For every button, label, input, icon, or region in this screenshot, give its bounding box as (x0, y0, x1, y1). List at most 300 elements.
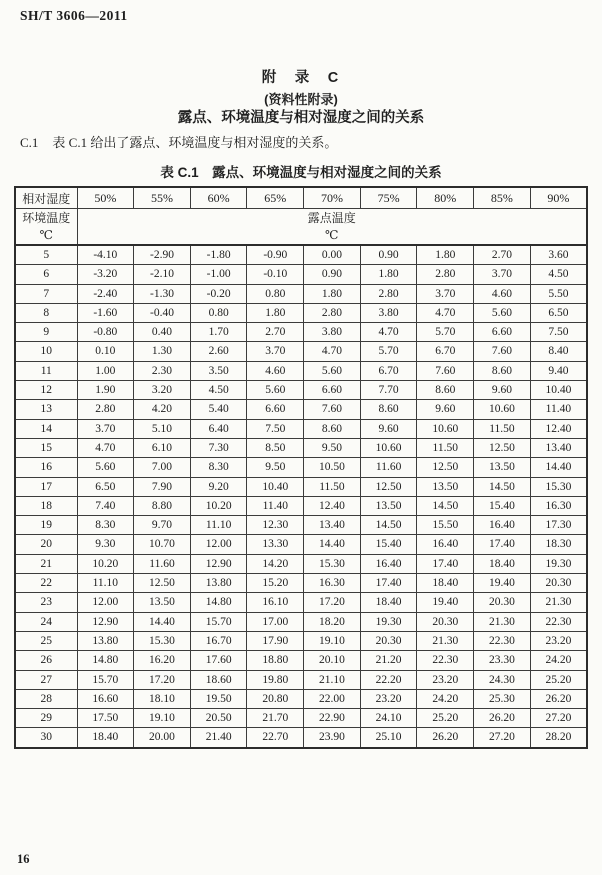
dewpoint-value-cell: 25.20 (530, 670, 587, 689)
humidity-col-header: 55% (134, 187, 191, 209)
dewpoint-value-cell: 20.30 (417, 612, 474, 631)
dewpoint-value-cell: 16.10 (247, 593, 304, 612)
dewpoint-value-cell: 2.30 (134, 361, 191, 380)
dewpoint-value-cell: 18.40 (360, 593, 417, 612)
dewpoint-value-cell: 26.20 (530, 689, 587, 708)
table-header-row-dewpoint (15, 209, 587, 246)
ambient-temp-label-cell (15, 209, 77, 246)
table-row (15, 419, 587, 438)
dewpoint-value-cell: 15.70 (77, 670, 134, 689)
dewpoint-value-cell: 1.80 (360, 265, 417, 284)
dewpoint-value-cell: 17.20 (304, 593, 361, 612)
dewpoint-value-cell: 6.10 (134, 438, 191, 457)
dewpoint-value-cell: 3.80 (304, 323, 361, 342)
dewpoint-value-cell: 13.40 (304, 516, 361, 535)
humidity-col-header: 50% (77, 187, 134, 209)
dewpoint-value-cell: 23.20 (530, 631, 587, 650)
dewpoint-value-cell: 4.70 (417, 303, 474, 322)
table-row (15, 535, 587, 554)
dewpoint-value-cell: 25.20 (417, 709, 474, 728)
ambient-temp-cell: 24 (15, 612, 77, 631)
table-head (15, 187, 587, 245)
table-header-row-humidity (15, 187, 587, 209)
dewpoint-value-cell: 20.30 (474, 593, 531, 612)
table-row (15, 438, 587, 457)
table-row (15, 689, 587, 708)
dewpoint-value-cell: 13.50 (474, 458, 531, 477)
dewpoint-value-cell: 19.80 (247, 670, 304, 689)
dewpoint-value-cell: 0.80 (247, 284, 304, 303)
dewpoint-value-cell: 13.80 (190, 574, 247, 593)
table-body (15, 245, 587, 748)
dewpoint-value-cell: 16.60 (77, 689, 134, 708)
dewpoint-value-cell: 14.80 (190, 593, 247, 612)
dewpoint-value-cell: 18.80 (247, 651, 304, 670)
ambient-temp-cell: 28 (15, 689, 77, 708)
ambient-temp-cell: 30 (15, 728, 77, 748)
dewpoint-value-cell: 12.00 (77, 593, 134, 612)
dewpoint-value-cell: 14.40 (134, 612, 191, 631)
dewpoint-value-cell: 15.30 (530, 477, 587, 496)
ambient-temp-cell: 13 (15, 400, 77, 419)
dewpoint-value-cell: 15.70 (190, 612, 247, 631)
dewpoint-value-cell: 9.70 (134, 516, 191, 535)
dewpoint-value-cell: 19.10 (134, 709, 191, 728)
dewpoint-value-cell: 20.30 (530, 574, 587, 593)
dewpoint-value-cell: 21.70 (247, 709, 304, 728)
dewpoint-unit: ℃ (325, 227, 339, 242)
dewpoint-value-cell: 13.40 (530, 438, 587, 457)
dewpoint-value-cell: 4.70 (77, 438, 134, 457)
dewpoint-value-cell: 6.50 (530, 303, 587, 322)
dewpoint-value-cell: 27.20 (530, 709, 587, 728)
document-code: SH/T 3606—2011 (20, 8, 128, 23)
dewpoint-value-cell: 9.60 (360, 419, 417, 438)
dewpoint-value-cell: 18.60 (190, 670, 247, 689)
dewpoint-value-cell: 11.10 (190, 516, 247, 535)
humidity-label-cell: 相对湿度 (15, 187, 77, 209)
dewpoint-value-cell: 18.10 (134, 689, 191, 708)
dewpoint-value-cell: 13.50 (360, 496, 417, 515)
dewpoint-value-cell: 20.80 (247, 689, 304, 708)
dewpoint-value-cell: 17.00 (247, 612, 304, 631)
dewpoint-value-cell: 19.40 (417, 593, 474, 612)
dewpoint-value-cell: 10.50 (304, 458, 361, 477)
dewpoint-value-cell: -2.10 (134, 265, 191, 284)
dewpoint-value-cell: 18.40 (417, 574, 474, 593)
dewpoint-value-cell: 22.30 (474, 631, 531, 650)
dewpoint-value-cell: 12.50 (134, 574, 191, 593)
table-row (15, 245, 587, 265)
humidity-col-header: 70% (304, 187, 361, 209)
humidity-col-header: 85% (474, 187, 531, 209)
dewpoint-value-cell: 15.40 (474, 496, 531, 515)
dewpoint-value-cell: 17.90 (247, 631, 304, 650)
dewpoint-value-cell: -2.40 (77, 284, 134, 303)
table-row (15, 381, 587, 400)
dewpoint-value-cell: 15.30 (304, 554, 361, 573)
humidity-col-header: 60% (190, 187, 247, 209)
dewpoint-value-cell: 21.30 (417, 631, 474, 650)
dewpoint-value-cell: 2.80 (417, 265, 474, 284)
dewpoint-value-cell: 10.40 (247, 477, 304, 496)
dewpoint-value-cell: 12.90 (190, 554, 247, 573)
dewpoint-value-cell: 28.20 (530, 728, 587, 748)
dewpoint-value-cell: 6.70 (417, 342, 474, 361)
dewpoint-value-cell: 6.70 (360, 361, 417, 380)
humidity-col-header: 75% (360, 187, 417, 209)
dewpoint-value-cell: 12.40 (304, 496, 361, 515)
dewpoint-value-cell: 5.60 (77, 458, 134, 477)
dewpoint-value-cell: 21.30 (474, 612, 531, 631)
dewpoint-value-cell: 11.50 (417, 438, 474, 457)
dewpoint-value-cell: 25.10 (360, 728, 417, 748)
dewpoint-value-cell: 7.50 (247, 419, 304, 438)
dewpoint-value-cell: 9.60 (474, 381, 531, 400)
dewpoint-value-cell: 19.30 (360, 612, 417, 631)
clause-text: 表 C.1 给出了露点、环境温度与相对湿度的关系。 (52, 135, 338, 150)
dewpoint-value-cell: 5.60 (304, 361, 361, 380)
ambient-temp-cell: 14 (15, 419, 77, 438)
dewpoint-value-cell: 17.50 (77, 709, 134, 728)
dewpoint-value-cell: 18.40 (77, 728, 134, 748)
dewpoint-value-cell: 2.70 (247, 323, 304, 342)
dewpoint-value-cell: 14.50 (474, 477, 531, 496)
dewpoint-value-cell: 8.40 (530, 342, 587, 361)
dewpoint-value-cell: 5.60 (474, 303, 531, 322)
dewpoint-value-cell: 11.40 (247, 496, 304, 515)
dewpoint-value-cell: 24.10 (360, 709, 417, 728)
dewpoint-value-cell: 2.60 (190, 342, 247, 361)
dewpoint-value-cell: 6.60 (304, 381, 361, 400)
dewpoint-value-cell: 19.30 (530, 554, 587, 573)
table-row (15, 342, 587, 361)
dewpoint-value-cell: 4.50 (530, 265, 587, 284)
dewpoint-value-cell: 3.50 (190, 361, 247, 380)
dewpoint-value-cell: 7.00 (134, 458, 191, 477)
table-row (15, 284, 587, 303)
table-row (15, 670, 587, 689)
dewpoint-value-cell: 0.80 (190, 303, 247, 322)
dewpoint-value-cell: 2.80 (304, 303, 361, 322)
dewpoint-value-cell: 22.00 (304, 689, 361, 708)
page-number: 16 (17, 852, 30, 866)
dewpoint-value-cell: 7.50 (530, 323, 587, 342)
dewpoint-value-cell: 21.30 (530, 593, 587, 612)
dewpoint-value-cell: 6.60 (474, 323, 531, 342)
dewpoint-value-cell: 0.00 (304, 245, 361, 265)
dewpoint-value-cell: 18.30 (530, 535, 587, 554)
ambient-temp-cell: 15 (15, 438, 77, 457)
dewpoint-value-cell: 8.50 (247, 438, 304, 457)
dewpoint-value-cell: 10.70 (134, 535, 191, 554)
dewpoint-value-cell: 4.20 (134, 400, 191, 419)
dewpoint-value-cell: 12.90 (77, 612, 134, 631)
dewpoint-value-cell: 8.60 (304, 419, 361, 438)
dewpoint-value-cell: 22.20 (360, 670, 417, 689)
dewpoint-value-cell: 10.60 (474, 400, 531, 419)
ambient-temp-cell: 8 (15, 303, 77, 322)
ambient-temp-cell: 25 (15, 631, 77, 650)
dewpoint-value-cell: 17.40 (360, 574, 417, 593)
dewpoint-value-cell: 9.50 (247, 458, 304, 477)
dewpoint-value-cell: 16.40 (417, 535, 474, 554)
dewpoint-value-cell: 8.60 (360, 400, 417, 419)
dewpoint-value-cell: 14.50 (360, 516, 417, 535)
table-row (15, 361, 587, 380)
dewpoint-value-cell: 3.70 (417, 284, 474, 303)
dewpoint-value-cell: 3.70 (474, 265, 531, 284)
dewpoint-value-cell: 6.50 (77, 477, 134, 496)
dewpoint-value-cell: 21.20 (360, 651, 417, 670)
dewpoint-value-cell: 11.40 (530, 400, 587, 419)
table-row (15, 477, 587, 496)
dewpoint-value-cell: 23.90 (304, 728, 361, 748)
dewpoint-value-cell: 13.50 (417, 477, 474, 496)
dewpoint-value-cell: 16.20 (134, 651, 191, 670)
dewpoint-value-cell: 9.20 (190, 477, 247, 496)
dewpoint-value-cell: 12.30 (247, 516, 304, 535)
table-row (15, 593, 587, 612)
humidity-col-header: 80% (417, 187, 474, 209)
ambient-temp-cell: 10 (15, 342, 77, 361)
dewpoint-value-cell: 14.20 (247, 554, 304, 573)
dewpoint-value-cell: 21.10 (304, 670, 361, 689)
table-row (15, 265, 587, 284)
appendix-title: 附 录 C (261, 70, 341, 86)
table-row (15, 709, 587, 728)
ambient-temp-cell: 21 (15, 554, 77, 573)
dewpoint-value-cell: -1.60 (77, 303, 134, 322)
dewpoint-value-cell: 13.80 (77, 631, 134, 650)
table-row (15, 516, 587, 535)
dewpoint-value-cell: 20.00 (134, 728, 191, 748)
dewpoint-value-cell: 17.40 (474, 535, 531, 554)
dewpoint-value-cell: 1.30 (134, 342, 191, 361)
dewpoint-value-cell: 7.70 (360, 381, 417, 400)
dewpoint-value-cell: 0.10 (77, 342, 134, 361)
dewpoint-value-cell: 22.70 (247, 728, 304, 748)
dewpoint-value-cell: 23.30 (474, 651, 531, 670)
dewpoint-value-cell: 6.60 (247, 400, 304, 419)
dewpoint-value-cell: 5.50 (530, 284, 587, 303)
dewpoint-value-cell: 9.60 (417, 400, 474, 419)
dewpoint-value-cell: 14.40 (530, 458, 587, 477)
dewpoint-value-cell: 17.30 (530, 516, 587, 535)
dewpoint-value-cell: 22.90 (304, 709, 361, 728)
dewpoint-value-cell: 15.40 (360, 535, 417, 554)
dewpoint-value-cell: 17.20 (134, 670, 191, 689)
dewpoint-value-cell: 18.40 (474, 554, 531, 573)
dewpoint-value-cell: 7.30 (190, 438, 247, 457)
table-row (15, 458, 587, 477)
dewpoint-value-cell: 19.40 (474, 574, 531, 593)
ambient-temp-cell: 22 (15, 574, 77, 593)
ambient-temp-cell: 18 (15, 496, 77, 515)
humidity-col-header: 65% (247, 187, 304, 209)
dewpoint-value-cell: 4.50 (190, 381, 247, 400)
table-row (15, 303, 587, 322)
dewpoint-value-cell: 23.20 (360, 689, 417, 708)
dewpoint-value-cell: 17.60 (190, 651, 247, 670)
dewpoint-value-cell: 7.60 (304, 400, 361, 419)
dewpoint-value-cell: 7.90 (134, 477, 191, 496)
dewpoint-value-cell: 10.60 (360, 438, 417, 457)
dewpoint-value-cell: -2.90 (134, 245, 191, 265)
dewpoint-value-cell: 12.50 (417, 458, 474, 477)
dewpoint-value-cell: -1.00 (190, 265, 247, 284)
table-row (15, 496, 587, 515)
table-row (15, 574, 587, 593)
dewpoint-value-cell: -0.80 (77, 323, 134, 342)
dewpoint-value-cell: 1.90 (77, 381, 134, 400)
dewpoint-value-cell: 19.10 (304, 631, 361, 650)
ambient-temp-cell: 23 (15, 593, 77, 612)
dewpoint-value-cell: 15.20 (247, 574, 304, 593)
dewpoint-value-cell: 19.50 (190, 689, 247, 708)
dewpoint-value-cell: 15.50 (417, 516, 474, 535)
ambient-temp-cell: 29 (15, 709, 77, 728)
dewpoint-value-cell: 11.50 (474, 419, 531, 438)
dewpoint-value-cell: -1.80 (190, 245, 247, 265)
dewpoint-value-cell: 20.30 (360, 631, 417, 650)
ambient-temp-cell: 7 (15, 284, 77, 303)
dewpoint-value-cell: -3.20 (77, 265, 134, 284)
dewpoint-value-cell: 18.20 (304, 612, 361, 631)
dewpoint-value-cell: 0.90 (304, 265, 361, 284)
dewpoint-value-cell: 9.40 (530, 361, 587, 380)
dewpoint-value-cell: -0.90 (247, 245, 304, 265)
dewpoint-value-cell: -0.10 (247, 265, 304, 284)
dewpoint-value-cell: 5.60 (247, 381, 304, 400)
dewpoint-value-cell: 27.20 (474, 728, 531, 748)
dewpoint-value-cell: 1.80 (247, 303, 304, 322)
dewpoint-table (14, 186, 588, 749)
dewpoint-value-cell: 22.30 (417, 651, 474, 670)
ambient-temp-cell: 20 (15, 535, 77, 554)
dewpoint-value-cell: 5.10 (134, 419, 191, 438)
ambient-temp-cell: 12 (15, 381, 77, 400)
dewpoint-value-cell: 13.30 (247, 535, 304, 554)
dewpoint-value-cell: 15.30 (134, 631, 191, 650)
dewpoint-value-cell: 0.90 (360, 245, 417, 265)
ambient-temp-cell: 5 (15, 245, 77, 265)
table-row (15, 612, 587, 631)
dewpoint-value-cell: 5.40 (190, 400, 247, 419)
dewpoint-value-cell: 3.80 (360, 303, 417, 322)
dewpoint-value-cell: -0.40 (134, 303, 191, 322)
dewpoint-value-cell: 12.40 (530, 419, 587, 438)
dewpoint-value-cell: 7.60 (474, 342, 531, 361)
dewpoint-value-cell: 0.40 (134, 323, 191, 342)
dewpoint-value-cell: -0.20 (190, 284, 247, 303)
dewpoint-value-cell: 11.50 (304, 477, 361, 496)
dewpoint-value-cell: 3.70 (247, 342, 304, 361)
dewpoint-value-cell: 3.70 (77, 419, 134, 438)
table-row (15, 728, 587, 748)
ambient-temp-cell: 9 (15, 323, 77, 342)
dewpoint-value-cell: 23.20 (417, 670, 474, 689)
dewpoint-value-cell: 16.70 (190, 631, 247, 650)
dewpoint-value-cell: 24.20 (417, 689, 474, 708)
dewpoint-value-cell: 5.70 (360, 342, 417, 361)
dewpoint-value-cell: 3.20 (134, 381, 191, 400)
dewpoint-value-cell: 1.00 (77, 361, 134, 380)
dewpoint-value-cell: 11.60 (134, 554, 191, 573)
dewpoint-value-cell: 8.30 (77, 516, 134, 535)
dewpoint-value-cell: 8.80 (134, 496, 191, 515)
clause-c1 (20, 132, 582, 151)
appendix-subtitle: (资料性附录) (264, 92, 338, 107)
dewpoint-value-cell: 24.20 (530, 651, 587, 670)
dewpoint-value-cell: 10.20 (77, 554, 134, 573)
dewpoint-value-cell: 4.70 (360, 323, 417, 342)
ambient-temp-unit: ℃ (39, 227, 53, 242)
dewpoint-value-cell: 10.20 (190, 496, 247, 515)
dewpoint-value-cell: 9.50 (304, 438, 361, 457)
dewpoint-value-cell: 14.80 (77, 651, 134, 670)
dewpoint-value-cell: 1.80 (304, 284, 361, 303)
dewpoint-value-cell: 8.60 (474, 361, 531, 380)
dewpoint-value-cell: 1.70 (190, 323, 247, 342)
dewpoint-value-cell: 14.40 (304, 535, 361, 554)
dewpoint-value-cell: 16.40 (474, 516, 531, 535)
dewpoint-value-cell: 26.20 (474, 709, 531, 728)
dewpoint-value-cell: 25.30 (474, 689, 531, 708)
dewpoint-value-cell: 10.40 (530, 381, 587, 400)
ambient-temp-label: 环境温度 (22, 210, 71, 225)
dewpoint-value-cell: 22.30 (530, 612, 587, 631)
dewpoint-value-cell: 14.50 (417, 496, 474, 515)
dewpoint-value-cell: 1.80 (417, 245, 474, 265)
dewpoint-value-cell: 8.30 (190, 458, 247, 477)
dewpoint-value-cell: 9.30 (77, 535, 134, 554)
table-row (15, 651, 587, 670)
table-row (15, 400, 587, 419)
ambient-temp-cell: 16 (15, 458, 77, 477)
dewpoint-value-cell: 10.60 (417, 419, 474, 438)
dewpoint-value-cell: 16.40 (360, 554, 417, 573)
ambient-temp-cell: 27 (15, 670, 77, 689)
table-caption: 表 C.1 露点、环境温度与相对湿度之间的关系 (160, 165, 442, 180)
dewpoint-value-cell: 2.80 (360, 284, 417, 303)
dewpoint-value-cell: 5.70 (417, 323, 474, 342)
dewpoint-value-cell: 8.60 (417, 381, 474, 400)
dewpoint-value-cell: 13.50 (134, 593, 191, 612)
clause-number: C.1 (20, 135, 39, 150)
dewpoint-value-cell: 7.40 (77, 496, 134, 515)
dewpoint-value-cell: 17.40 (417, 554, 474, 573)
ambient-temp-cell: 11 (15, 361, 77, 380)
dewpoint-label-cell (77, 209, 587, 246)
dewpoint-value-cell: 4.60 (247, 361, 304, 380)
dewpoint-value-cell: 16.30 (304, 574, 361, 593)
dewpoint-value-cell: 7.60 (417, 361, 474, 380)
dewpoint-value-cell: 12.50 (474, 438, 531, 457)
dewpoint-value-cell: 12.50 (360, 477, 417, 496)
table-row (15, 631, 587, 650)
dewpoint-value-cell: 11.10 (77, 574, 134, 593)
ambient-temp-cell: 19 (15, 516, 77, 535)
ambient-temp-cell: 26 (15, 651, 77, 670)
dewpoint-value-cell: 12.00 (190, 535, 247, 554)
dewpoint-value-cell: 3.60 (530, 245, 587, 265)
humidity-col-header: 90% (530, 187, 587, 209)
dewpoint-value-cell: -1.30 (134, 284, 191, 303)
table-row (15, 554, 587, 573)
dewpoint-value-cell: 2.80 (77, 400, 134, 419)
dewpoint-value-cell: 21.40 (190, 728, 247, 748)
